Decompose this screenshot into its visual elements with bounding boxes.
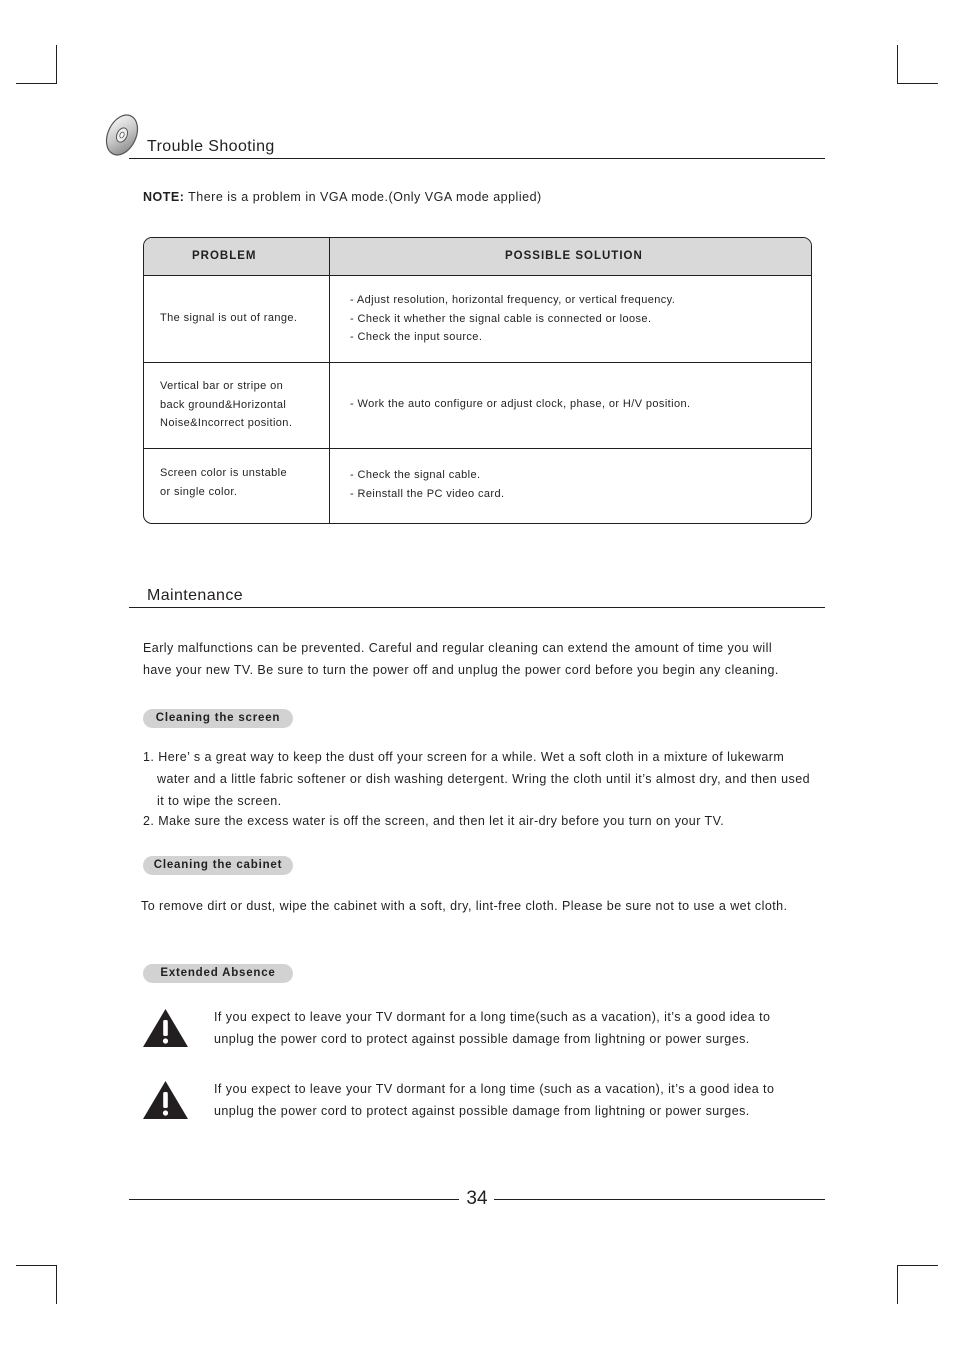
cleaning-screen-item-2: 2. Make sure the excess water is off the screen, and then let it air-dry before you turn on your TV. — [143, 814, 725, 828]
disc-icon — [102, 112, 148, 158]
table-row-3-solution: - Check the signal cable. - Reinstall the PC video card. — [350, 469, 505, 500]
cleaning-screen-label: Cleaning the screen — [143, 709, 293, 728]
cleaning-cabinet-text: To remove dirt or dust, wipe the cabinet with a soft, dry, lint-free cloth. Please be sure not to use a wet cloth. — [141, 899, 788, 913]
crop-mark-tr-v — [897, 45, 898, 84]
table-row-3-problem: Screen color is unstable or single color. — [160, 467, 287, 498]
crop-mark-br-v — [897, 1265, 898, 1304]
cleaning-cabinet-label: Cleaning the cabinet — [143, 856, 293, 875]
maintenance-title: Maintenance — [147, 587, 244, 604]
crop-mark-tl-v — [56, 45, 57, 84]
table-row-2-problem: Vertical bar or stripe on back ground&Horizontal Noise&Incorrect position. — [160, 380, 293, 429]
row-divider — [144, 448, 811, 449]
crop-mark-br-h — [897, 1265, 938, 1266]
note-line — [143, 190, 542, 204]
header-problem: PROBLEM — [192, 250, 257, 262]
warning-icon — [142, 1080, 189, 1120]
header-possible-solution: POSSIBLE SOLUTION — [505, 250, 643, 262]
crop-mark-bl-h — [16, 1265, 57, 1266]
crop-mark-tr-h — [897, 83, 938, 84]
table-row-2-solution: - Work the auto configure or adjust clock, phase, or H/V position. — [350, 398, 691, 410]
warning-icon — [142, 1008, 189, 1048]
note-label: NOTE: — [143, 190, 185, 204]
maintenance-rule — [129, 607, 825, 608]
extended-absence-warning-2: If you expect to leave your TV dormant for a long time (such as a vacation), it’s a good idea to unplug the power cord to protect against possible damage from lightning or power surges. — [214, 1082, 775, 1118]
column-divider — [329, 238, 330, 523]
trouble-shooting-table — [143, 237, 812, 524]
footer-rule-left — [129, 1199, 459, 1200]
extended-absence-warning-1: If you expect to leave your TV dormant for a long time(such as a vacation), it’s a good idea to unplug the power cord to protect against possible damage from lightning or power surges. — [214, 1010, 771, 1046]
cleaning-screen-item-1: 1. Here’ s a great way to keep the dust off your screen for a while. Wet a soft cloth in a mixture of lukewarm water and a little fabric softener or dish washing detergent. Wring the cloth until it’s almost dry, and then used it to wipe the screen. — [143, 750, 811, 808]
row-divider — [144, 362, 811, 363]
table-row-1-problem: The signal is out of range. — [160, 312, 298, 324]
page-number: 34 — [466, 1188, 488, 1209]
trouble-shooting-title: Trouble Shooting — [147, 138, 275, 155]
maintenance-intro: Early malfunctions can be prevented. Careful and regular cleaning can extend the amount of time you will have your new TV. Be sure to turn the power off and unplug the power cord before you begin any cleaning. — [143, 641, 779, 677]
note-text: There is a problem in VGA mode.(Only VGA mode applied) — [184, 190, 542, 204]
extended-absence-label: Extended Absence — [143, 964, 293, 983]
table-row-1-solution: - Adjust resolution, horizontal frequency, or vertical frequency. - Check it whether the signal cable is connected or loose. - Check the input source. — [350, 294, 676, 343]
trouble-shooting-rule — [129, 158, 825, 159]
crop-mark-bl-v — [56, 1265, 57, 1304]
crop-mark-tl-h — [16, 83, 57, 84]
footer-rule-right — [494, 1199, 825, 1200]
